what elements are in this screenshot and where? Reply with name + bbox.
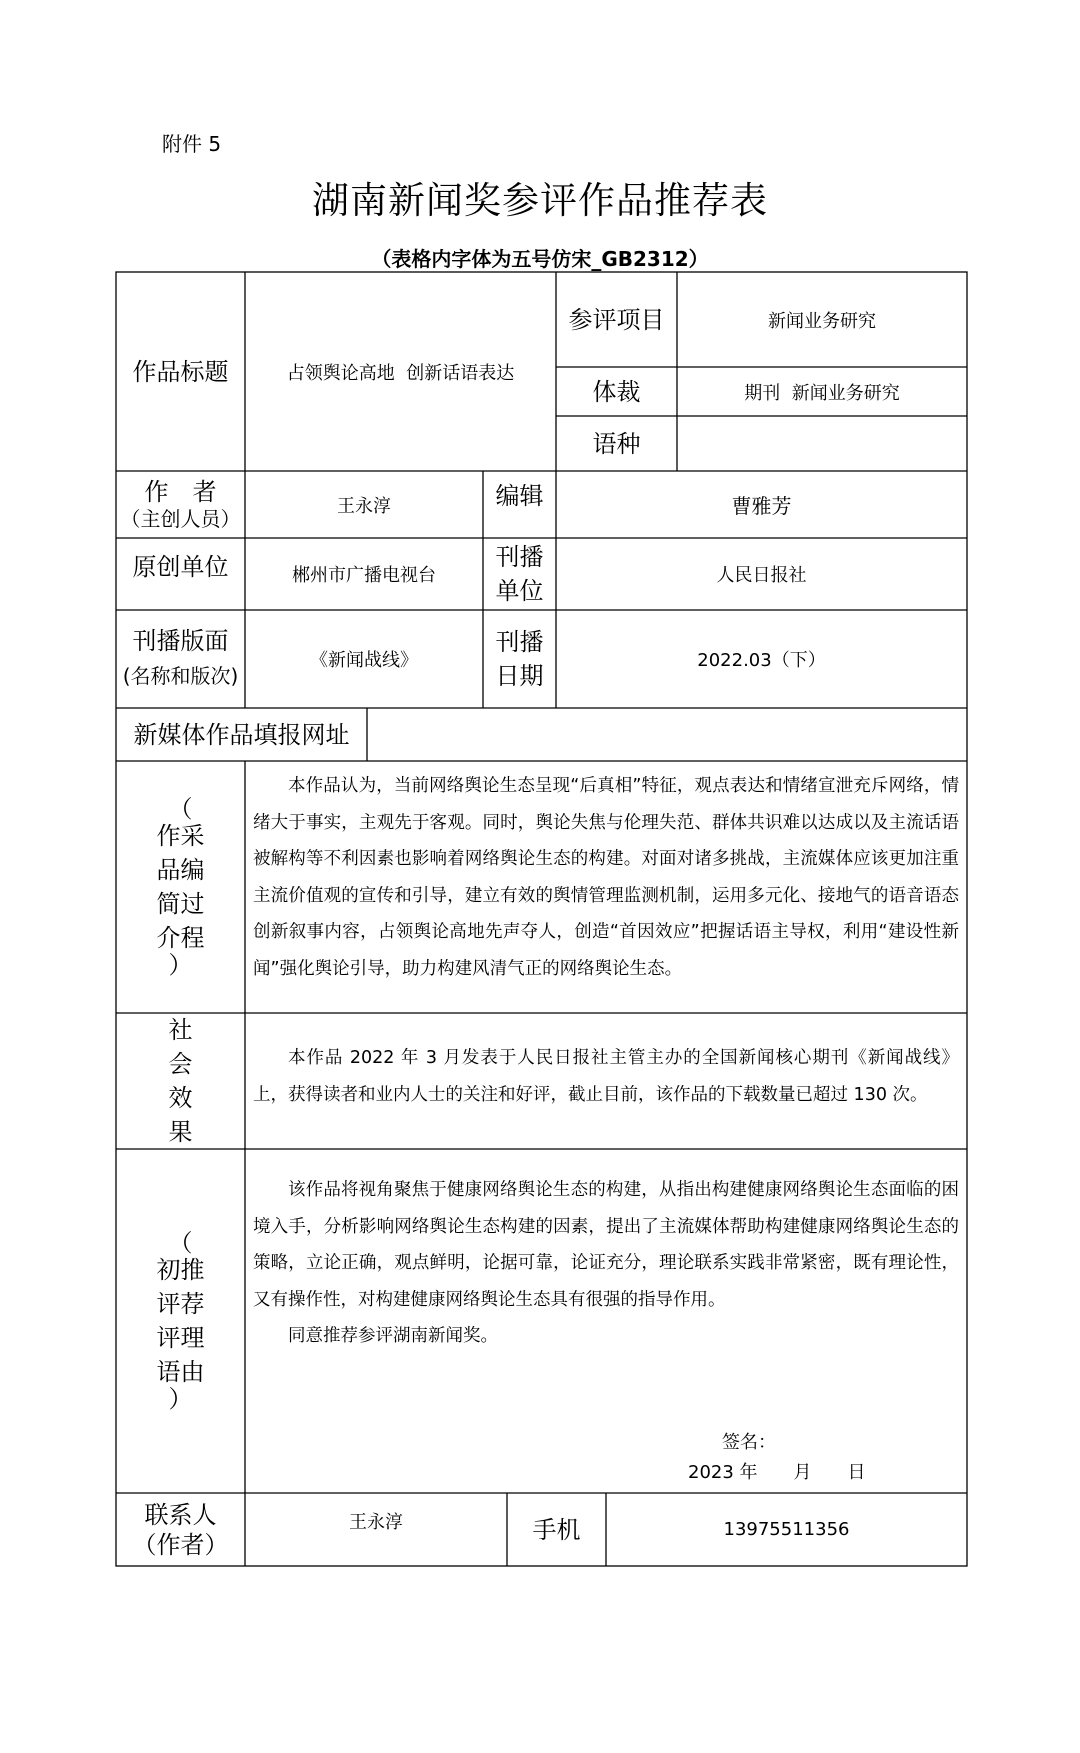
rec-text: 该作品将视角聚焦于健康网络舆论生态的构建，从指出构建健康网络舆论生态面临的困境入手，分析影响网络舆论生态构建的因素，提出了主流媒体帮助构建健康网络舆论生态的策略，立论正确，观点鲜明，论据可靠，论证充分，理论联系实践非常紧密，既有理论性，又有操作性，对构建健康网络舆论生态具有很强的指导作用。 同意推荐参评湖南新闻奖。 xyxy=(253,1172,959,1355)
intro-open-paren: （ xyxy=(168,795,193,823)
effect-label: 社 会 效 果 xyxy=(168,1016,193,1146)
pub-page-note: (名称和版次) xyxy=(122,664,239,688)
pub-unit-value: 人民日报社 xyxy=(716,565,807,586)
pub-page-label-cell xyxy=(116,610,245,708)
editor-label: 编辑 xyxy=(495,482,544,510)
rec-label-cell xyxy=(116,1149,245,1493)
language-value xyxy=(677,416,967,471)
rec-label-col1: 初 评 评 语 xyxy=(156,1256,181,1386)
pub-unit-label-line1: 刊播 xyxy=(495,543,544,571)
work-title-value: 占领舆论高地 创新话语表达 xyxy=(286,362,515,384)
date-line: 2023 年 月 日 xyxy=(688,1462,866,1483)
pub-page-label: 刊播版面 xyxy=(132,627,229,655)
pub-date-label-line2: 日期 xyxy=(495,662,544,690)
effect-label-cell xyxy=(116,1013,245,1149)
pub-date-label-line1: 刊播 xyxy=(495,628,544,656)
contact-label: 联系人 xyxy=(144,1500,217,1529)
author-note: （主创人员） xyxy=(120,506,241,531)
author-value: 王永淳 xyxy=(337,495,391,517)
origin-unit-value: 郴州市广播电视台 xyxy=(292,565,436,586)
rec-agree: 同意推荐参评湖南新闻奖。 xyxy=(288,1326,498,1346)
language-label: 语种 xyxy=(592,429,641,458)
author-label: 作 者 xyxy=(144,477,217,506)
origin-unit-label: 原创单位 xyxy=(132,553,229,581)
phone-label: 手机 xyxy=(532,1515,581,1544)
pub-date-label-cell xyxy=(483,610,556,708)
page-title: 湖南新闻奖参评作品推荐表 xyxy=(312,179,768,222)
rec-label xyxy=(157,1253,205,1389)
rec-open-paren: （ xyxy=(168,1229,193,1257)
editor-value: 曹雅芳 xyxy=(731,494,792,518)
category-value: 新闻业务研究 xyxy=(768,310,876,332)
phone-value: 13975511356 xyxy=(723,1519,850,1540)
pub-page-value: 《新闻战线》 xyxy=(310,650,418,671)
signature-label: 签名： xyxy=(722,1432,776,1453)
intro-label xyxy=(157,819,205,955)
author-label-cell xyxy=(116,471,245,538)
attachment-number: 附件 5 xyxy=(162,132,222,156)
new-media-url-value xyxy=(367,708,967,761)
page-subtitle: （表格内字体为五号仿宋_GB2312） xyxy=(371,247,709,271)
contact-note: （作者） xyxy=(132,1530,229,1559)
new-media-url-label: 新媒体作品填报网址 xyxy=(133,720,350,749)
effect-text: 本作品 2022 年 3 月发表于人民日报社主管主办的全国新闻核心期刊《新闻战线》上，获得读者和业内人士的关注和好评，截止目前，该作品的下载数量已超过 130 次。 xyxy=(253,1048,959,1105)
work-title-label: 作品标题 xyxy=(132,357,229,386)
genre-label: 体裁 xyxy=(592,377,641,406)
intro-text: 本作品认为，当前网络舆论生态呈现“后真相”特征，观点表达和情绪宣泄充斥网络，情绪大于事实，主观先于客观。同时，舆论失焦与伦理失范、群体共识难以达成以及主流话语被解构等不利因素也影响着网络舆论生态的构建。对面对诸多挑战，主流媒体应该更加注重主流价值观的宣传和引导，建立有效的舆情管理监测机制，运用多元化、接地气的语音语态创新叙事内容，占领舆论高地先声夺人，创造“首因效应”把握话语主导权，利用“建设性新闻”强化舆论引导，助力构建风清气正的网络舆论生态。 xyxy=(253,776,959,979)
intro-close-paren: ） xyxy=(168,951,193,979)
rec-label-col2: 推 荐 理 由 xyxy=(180,1256,205,1386)
intro-label-col2: 采 编 过 程 xyxy=(180,822,205,952)
rec-close-paren: ） xyxy=(168,1385,193,1413)
category-label: 参评项目 xyxy=(568,305,665,334)
intro-label-cell xyxy=(116,761,245,1013)
pub-unit-label-cell xyxy=(483,538,556,610)
pub-date-value: 2022.03（下） xyxy=(697,650,826,671)
pub-unit-label-line2: 单位 xyxy=(495,577,544,605)
contact-label-cell xyxy=(116,1493,245,1566)
contact-value: 王永淳 xyxy=(349,1512,403,1533)
genre-value: 期刊 新闻业务研究 xyxy=(744,382,900,404)
intro-label-col1: 作 品 简 介 xyxy=(156,822,181,952)
